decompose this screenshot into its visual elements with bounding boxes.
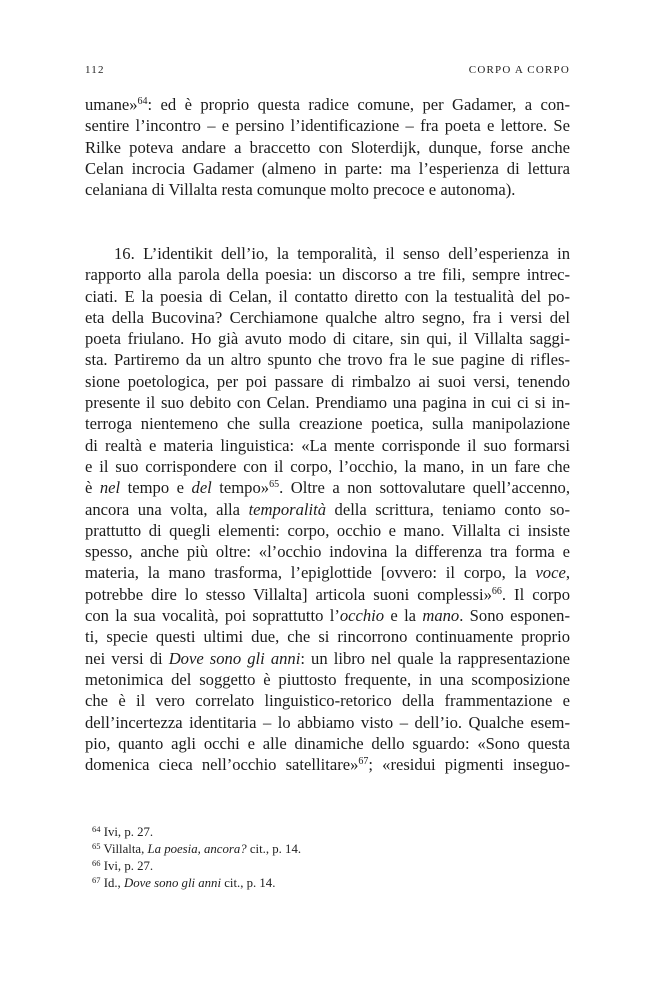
text-line: è nel tempo e del tempo»$^{65}$. Oltre a non sottovalutare quell’accenno, [85, 478, 570, 498]
page-number: 112 [85, 64, 105, 76]
italic-text: Dove sono gli anni [168, 648, 301, 668]
text-line: con la sua vocalità, poi soprattutto l’occhio e la mano. Sono esponen- [85, 606, 570, 626]
italic-text: La poesia, ancora? [147, 842, 247, 856]
text-line: nei versi di Dove sono gli anni: un libro nel quale la rappresentazione [85, 648, 570, 668]
text-line: terroga nientemeno che sulla creazione poetica, sulla manipolazione [85, 414, 570, 434]
text-line: spesso, anche più oltre: «l’occhio indovina la differenza tra forma e [85, 542, 570, 562]
text-line: ti, specie questi ultimi due, che si rincorrono continuamente proprio [85, 627, 570, 647]
text-line: di realtà e materia linguistica: «La mente corrisponde il suo formarsi [85, 435, 570, 455]
footnote-ref: 65 [269, 479, 280, 491]
footnote: $^{67}$ Id., Dove sono gli anni cit., p. 14. [92, 875, 276, 890]
text-line: sentire l’incontro – e persino l’identificazione – fra poeta e lettore. Se [85, 116, 570, 136]
italic-text: mano [422, 606, 460, 626]
text-line: materia, la mano trasforma, l’epiglottide [ovvero: il corpo, la voce, [85, 563, 570, 583]
text-line: 16. L’identikit dell’io, la temporalità, il senso dell’esperienza in [114, 244, 570, 263]
running-title: CORPO A CORPO [468, 64, 570, 76]
text-line: presente il suo debito con Celan. Prendiamo una pagina in cui ci si in- [85, 393, 570, 413]
text-line: sione poetologica, per poi passare di rimbalzo ai suoi versi, tenendo [85, 371, 570, 391]
text-line: e il suo corrispondere con il corpo, l’occhio, la mano, in un fare che [85, 456, 570, 476]
text-line: eta della Bucovina? Cerchiamone qualche altro segno, fra i versi del [85, 307, 570, 327]
paragraph-2 [85, 243, 570, 775]
italic-text: nel [99, 478, 121, 498]
italic-text: voce [535, 563, 566, 583]
text-line: Celan incrocia Gadamer (almeno in parte: ma l’esperienza di lettura [85, 158, 570, 178]
footnote-ref: 66 [491, 585, 502, 597]
italic-text: del [191, 478, 212, 498]
text-line: sta. Partiremo da un altro spunto che trovo fra le sue pagine di rifles- [85, 350, 570, 370]
text-line: che è il vero correlato linguistico-retorico della frammentazione e [85, 691, 570, 711]
footnote-ref: 66 [92, 858, 101, 868]
text-line: prattutto di quegli elementi: corpo, occhio e mano. Villalta ci insiste [85, 520, 570, 540]
italic-text: temporalità [248, 499, 326, 519]
footnote-ref: 64 [92, 824, 101, 834]
text-line: domenica cieca nell’occhio satellitare»$^{67}$; «residui pigmenti inseguo- [85, 755, 570, 775]
italic-text: occhio [339, 606, 385, 626]
italic-text: Dove sono gli anni [123, 876, 222, 890]
footnote-ref: 67 [92, 875, 101, 885]
footnote-ref: 64 [137, 96, 148, 107]
text-line: ciati. E la poesia di Celan, il contatto diretto con la testualità del po- [85, 286, 570, 306]
text-line: celaniana di Villalta resta comunque molto precoce e autonoma). [85, 180, 516, 200]
footnote: $^{65}$ Villalta, La poesia, ancora? cit., p. 14. [92, 841, 302, 856]
text-line: pio, quanto agli occhi e alle dinamiche dello sguardo: «Sono questa [85, 733, 570, 753]
text-line: poeta friulano. Ho già avuto modo di citare, sin qui, il Villalta saggi- [85, 329, 570, 349]
text-line: metonimica del soggetto è piuttosto frequente, in una scomposizione [85, 669, 570, 689]
text-line: umane»$^{64}$: ed è proprio questa radice comune, per Gadamer, a con- [85, 95, 570, 114]
text-line: dell’incertezza identitaria – lo abbiamo visto – dell’io. Qualche esem- [85, 712, 570, 732]
text-line: Rilke poteva andare a braccetto con Sloterdijk, dunque, forse anche [85, 137, 570, 157]
footnote-ref: 67 [358, 756, 369, 768]
text-line: rapporto alla parola della poesia: un discorso a tre fili, sempre intrec- [85, 265, 570, 285]
footnote-ref: 65 [92, 841, 101, 851]
paragraph-1 [85, 94, 570, 200]
text-line: potrebbe dire lo stesso Villalta] articola suoni complessi»$^{66}$. Il corpo [85, 584, 570, 604]
footnote: $^{66}$ Ivi, p. 27. [92, 858, 154, 873]
footnotes [92, 824, 301, 892]
footnote: $^{64}$ Ivi, p. 27. [92, 824, 154, 839]
text-line: ancora una volta, alla temporalità della scrittura, teniamo conto so- [85, 499, 570, 519]
